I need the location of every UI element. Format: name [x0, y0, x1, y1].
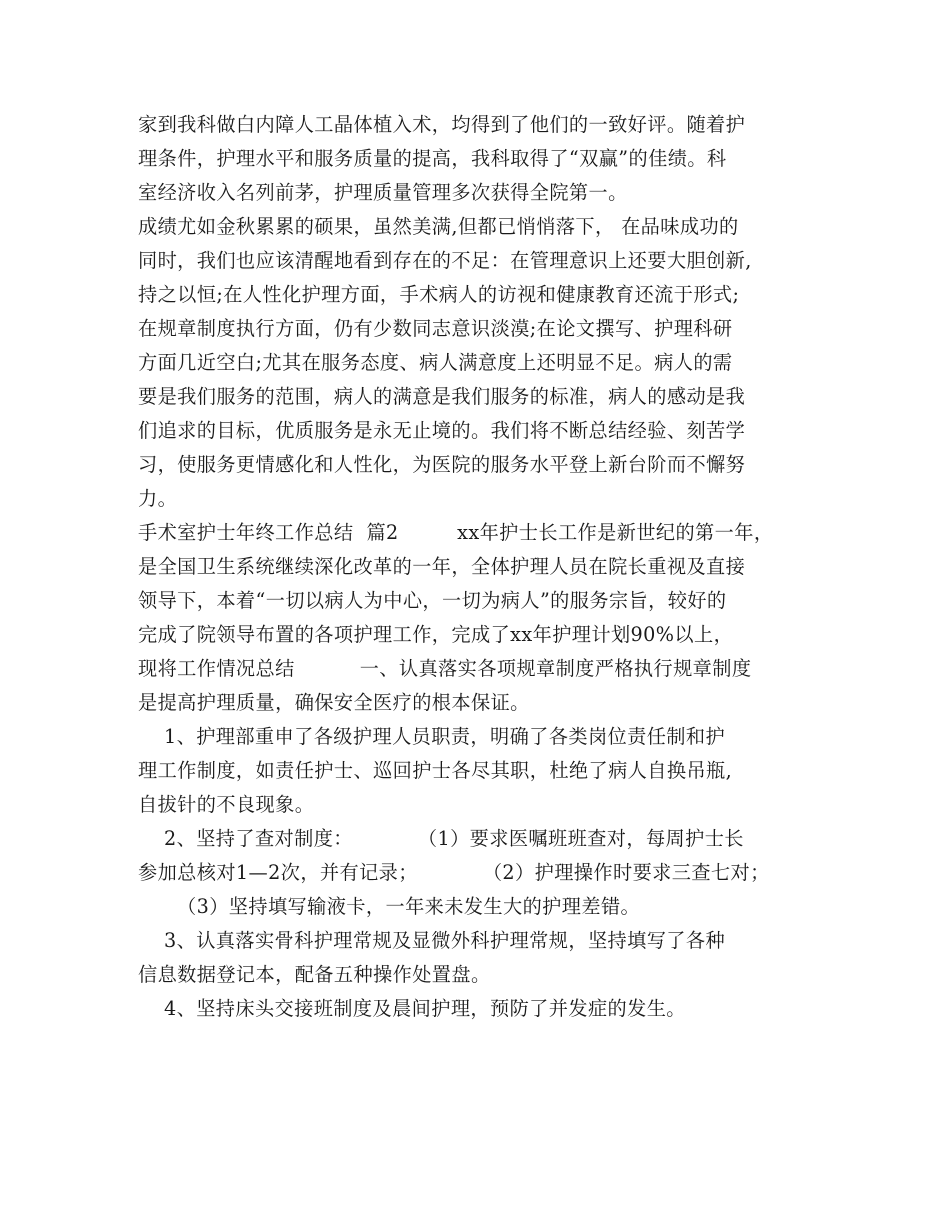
text-line: 现将工作情况总结 一、认真落实各项规章制度严格执行规章制度: [138, 657, 752, 680]
text-line: 领导下，本着“一切以病人为中心，一切为病人”的服务宗旨，较好的: [138, 589, 727, 612]
text-line: 们追求的目标，优质服务是永无止境的。我们将不断总结经验、刻苦学: [138, 419, 746, 442]
text-line: 自拔针的不良现象。: [138, 793, 315, 816]
text-line: 4、坚持床头交接班制度及晨间护理，预防了并发症的发生。: [138, 997, 686, 1020]
text-line: 是全国卫生系统继续深化改革的一年，全体护理人员在院长重视及直接: [138, 555, 746, 578]
text-line: 1、护理部重申了各级护理人员职责，明确了各类岗位责任制和护: [138, 725, 726, 748]
text-line: 家到我科做白内障人工晶体植入术，均得到了他们的一致好评。随着护: [138, 113, 746, 136]
text-line: 是提高护理质量，确保安全医疗的根本保证。: [138, 691, 530, 714]
section-heading-line: 手术室护士年终工作总结 篇2 xx年护士长工作是新世纪的第一年，: [138, 521, 774, 544]
text-line: 持之以恒;在人性化护理方面，手术病人的访视和健康教育还流于形式;: [138, 283, 740, 306]
text-line: 参加总核对1—2次，并有记录； （2）护理操作时要求三查七对；: [138, 861, 770, 884]
text-line: 信息数据登记本，配备五种操作处置盘。: [138, 963, 491, 986]
text-line: 理条件，护理水平和服务质量的提高，我科取得了“双赢”的佳绩。科: [138, 147, 727, 170]
text-line: 成绩尤如金秋累累的硕果，虽然美满,但都已悄悄落下， 在品味成功的: [138, 215, 739, 238]
text-line: 方面几近空白;尤其在服务态度、病人满意度上还明显不足。病人的需: [138, 351, 733, 374]
text-line: （3）坚持填写输液卡，一年来未发生大的护理差错。: [138, 895, 641, 918]
text-line: 理工作制度，如责任护士、巡回护士各尽其职，杜绝了病人自换吊瓶,: [138, 759, 733, 782]
text-line: 2、坚持了查对制度： （1）要求医嘱班班查对，每周护士长: [138, 827, 744, 850]
text-line: 力。: [138, 487, 178, 510]
document-body: [138, 108, 828, 1026]
text-line: 习，使服务更情感化和人性化，为医院的服务水平登上新台阶而不懈努: [138, 453, 746, 476]
text-line: 在规章制度执行方面，仍有少数同志意识淡漠;在论文撰写、护理科研: [138, 317, 733, 340]
text-line: 完成了院领导布置的各项护理工作，完成了xx年护理计划90%以上，: [138, 623, 734, 646]
text-line: 室经济收入名列前茅，护理质量管理多次获得全院第一。: [138, 181, 628, 204]
text-line: 同时，我们也应该清醒地看到存在的不足：在管理意识上还要大胆创新,: [138, 249, 752, 272]
text-line: 要是我们服务的范围，病人的满意是我们服务的标准，病人的感动是我: [138, 385, 746, 408]
text-line: 3、认真落实骨科护理常规及显微外科护理常规，坚持填写了各种: [138, 929, 726, 952]
